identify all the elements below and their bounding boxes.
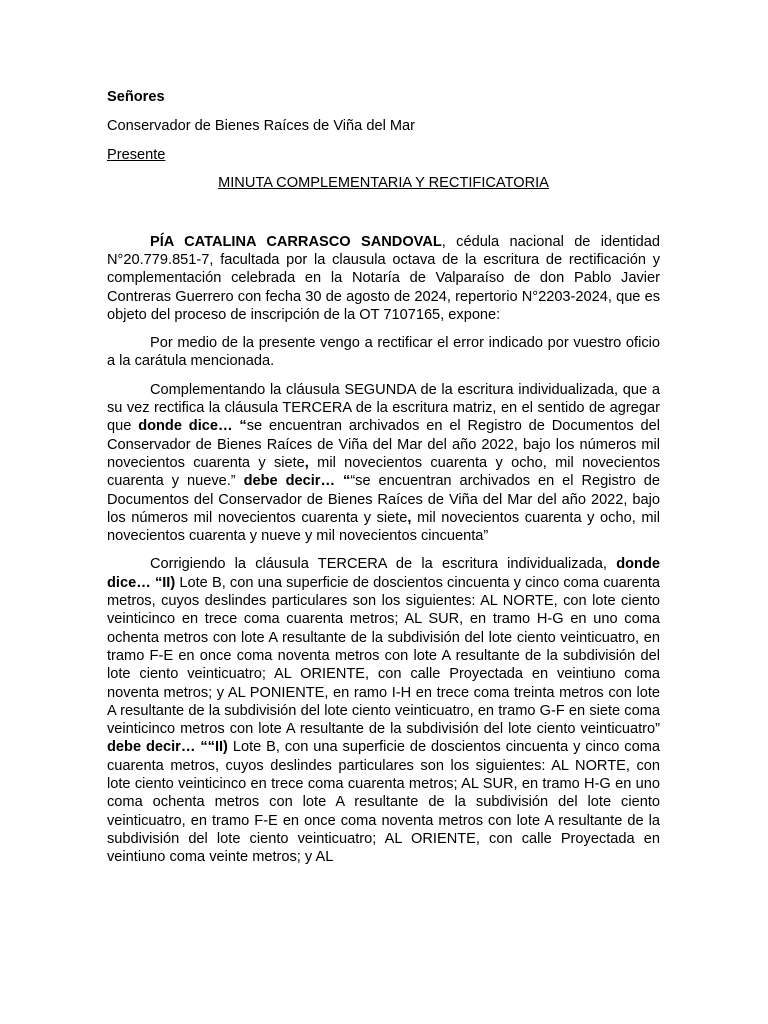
complement-quote-2: “se encuentran archivados en el Registro de Documentos del Conservador de Bienes Raíces de Viña del Mar del año 2022, bajo los números mil novecientos cuarenta y siete	[107, 473, 660, 526]
complement-quote-2-end: mil novecientos cuarenta y ocho, mil novecientos cuarenta y nueve y mil novecientos cincuenta”	[107, 509, 660, 545]
party-name: PÍA CATALINA CARRASCO SANDOVAL	[150, 233, 442, 250]
complement-quote-1: se encuentran archivados en el Registro de Documentos del Conservador de Bienes Raíces de Viña del Mar del año 2022, bajo los números mil novecientos cuarenta y siete	[107, 418, 660, 471]
complement-intro: Complementando la cláusula SEGUNDA de la escritura individualizada, que a su vez rectifica la cláusula TERCERA de la escritura matriz, en el sentido de agregar que	[107, 381, 660, 435]
complement-debe-decir: debe decir… “	[243, 473, 351, 490]
correction-quote-2: Lote B, con una superficie de doscientos cincuenta y cinco coma cuarenta metros, cuyos deslindes particulares son los siguientes: AL NORTE, con lote ciento veinticinco en trece coma cuarenta metros; AL SUR, en tramo H-G en uno coma ochenta metros con lote A resultante de la subdivisión del lote ciento veinticuatro, en tramo F-E en once coma noventa metros con lote A resultante de la subdivisión del lote ciento veinticuatro; AL ORIENTE, con calle Proyectada en veintiuno coma veinte metros; y AL	[107, 739, 660, 866]
paragraph-purpose	[107, 334, 660, 371]
presente-text: Presente	[107, 146, 166, 163]
correction-intro: Corrigiendo la cláusula TERCERA de la escritura individualizada,	[150, 556, 617, 573]
correction-debe-decir: debe decir… ““II)	[107, 739, 228, 756]
correction-donde-dice: donde dice… “II)	[107, 556, 660, 591]
recipient: Conservador de Bienes Raíces de Viña del Mar	[107, 117, 415, 134]
complement-donde-dice: donde dice… “	[138, 418, 247, 435]
paragraph-intro	[107, 233, 660, 324]
paragraph-intro-text: , cédula nacional de identidad N°20.779.851-7, facultada por la clausula octava de la escritura de rectificación y complementación celebrada en la Notaría de Valparaíso de don Pablo Javier Contreras Guerrero con fecha 30 de agosto de 2024, repertorio N°2203-2024, que es objeto del proceso de inscripción de la OT 7107165, expone:	[107, 233, 660, 323]
complement-comma-1: ,	[304, 454, 309, 471]
document-title-text: MINUTA COMPLEMENTARIA Y RECTIFICATORIA	[218, 175, 549, 192]
salutation: Señores	[107, 89, 165, 105]
complement-comma-2: ,	[407, 509, 412, 526]
complement-quote-1-end: mil novecientos cuarenta y ocho, mil novecientos cuarenta y nueve.”	[107, 454, 660, 490]
paragraph-complement	[107, 381, 660, 546]
document-page	[107, 88, 660, 876]
paragraph-purpose-text: Por medio de la presente vengo a rectificar el error indicado por vuestro oficio a la carátula mencionada.	[107, 335, 660, 370]
document-title	[107, 174, 660, 192]
presente-line	[107, 146, 660, 164]
correction-quote-1: Lote B, con una superficie de doscientos cincuenta y cinco coma cuarenta metros, cuyos deslindes particulares son los siguientes: AL NORTE, con lote ciento veinticinco en trece coma cuarenta metros; AL SUR, en tramo H-G en uno coma ochenta metros con lote A resultante de la subdivisión del lote ciento veinticuatro, en tramo F-E en once coma noventa metros con lote A resultante de la subdivisión del lote ciento veinticuatro; AL ORIENTE, con calle Proyectada en veintiuno coma noventa metros; y AL PONIENTE, en ramo I-H en trece coma treinta metros con lote A resultante de la subdivisión del lote ciento veinticuatro, en tramo G-F en siete coma veinticinco metros con lote A resultante de la subdivisión del lote ciento veinticuatro”	[107, 574, 660, 738]
paragraph-correction	[107, 555, 660, 866]
